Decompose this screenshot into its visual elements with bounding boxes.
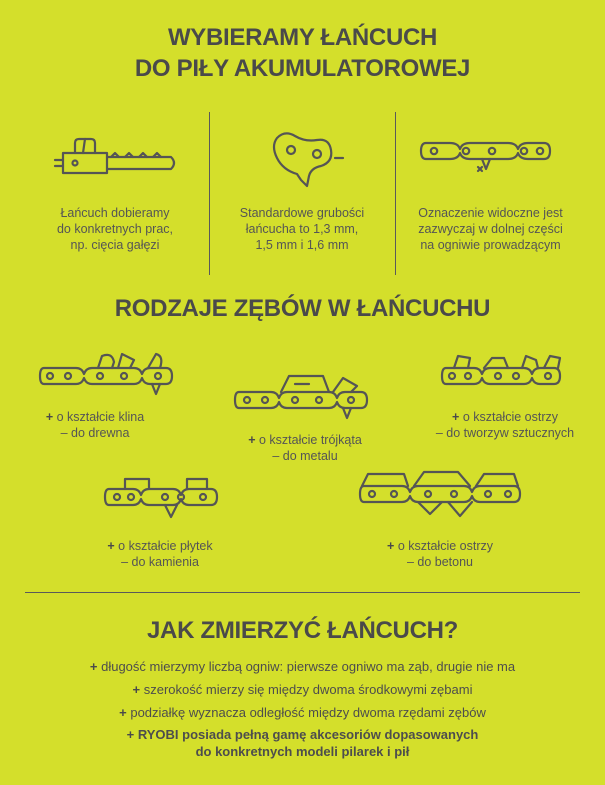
intro-text-1: Łańcuch dobieramy do konkretnych prac, np. cięcia gałęzi <box>56 206 174 252</box>
plate-tooth-chain-icon <box>103 467 223 522</box>
blade-tooth-chain-icon <box>358 462 528 527</box>
divider-vertical-1 <box>209 112 210 275</box>
chainsaw-icon <box>45 135 185 185</box>
tooth-type-3: + o kształcie ostrzy – do tworzyw sztucznych <box>435 410 575 440</box>
teeth-section-title: RODZAJE ZĘBÓW W ŁAŃCUCHU <box>114 295 491 322</box>
sharp-tooth-chain-icon <box>440 346 565 391</box>
intro-text-3: Oznaczenie widoczne jest zazwyczaj w dolnej części na ogniwie prowadzącym <box>418 206 563 252</box>
page-title-line-2: DO PIŁY AKUMULATOROWEJ <box>134 55 471 82</box>
measure-bullet: + szerokość mierzy się między dwoma środkowymi zębami <box>132 682 473 697</box>
tooth-type-2: + o kształcie trójkąta – do metalu <box>248 433 362 463</box>
divider-vertical-2 <box>395 112 396 275</box>
page-title-line-1: WYBIERAMY ŁAŃCUCH <box>167 24 438 51</box>
tooth-type-4: + o kształcie płytek – do kamienia <box>107 539 213 569</box>
intro-text-2: Standardowe grubości łańcucha to 1,3 mm, 1,5 mm i 1,6 mm <box>239 206 365 252</box>
divider-horizontal <box>25 592 580 593</box>
ryobi-note-line-2: do konkretnych modeli pilarek i pił <box>195 744 410 759</box>
wedge-tooth-chain-icon <box>38 346 178 396</box>
measure-bullet: + długość mierzymy liczbą ogniw: pierwsze ogniwo ma ząb, drugie nie ma <box>89 659 516 674</box>
measure-bullets <box>0 655 605 760</box>
chain-link-icon <box>265 128 345 193</box>
tooth-type-5: + o kształcie ostrzy – do betonu <box>387 539 493 569</box>
triangle-tooth-chain-icon <box>233 366 373 421</box>
measure-section-title: JAK ZMIERZYĆ ŁAŃCUCH? <box>146 617 459 644</box>
tooth-type-1: + o kształcie klina – do drewna <box>45 410 145 440</box>
page-title <box>0 22 605 84</box>
ryobi-note-line-1: + RYOBI posiada pełną gamę akcesoriów dopasowanych <box>126 727 479 742</box>
chain-marking-icon <box>420 135 555 175</box>
measure-bullet: + podziałkę wyznacza odległość między dwoma rzędami zębów <box>119 705 486 720</box>
